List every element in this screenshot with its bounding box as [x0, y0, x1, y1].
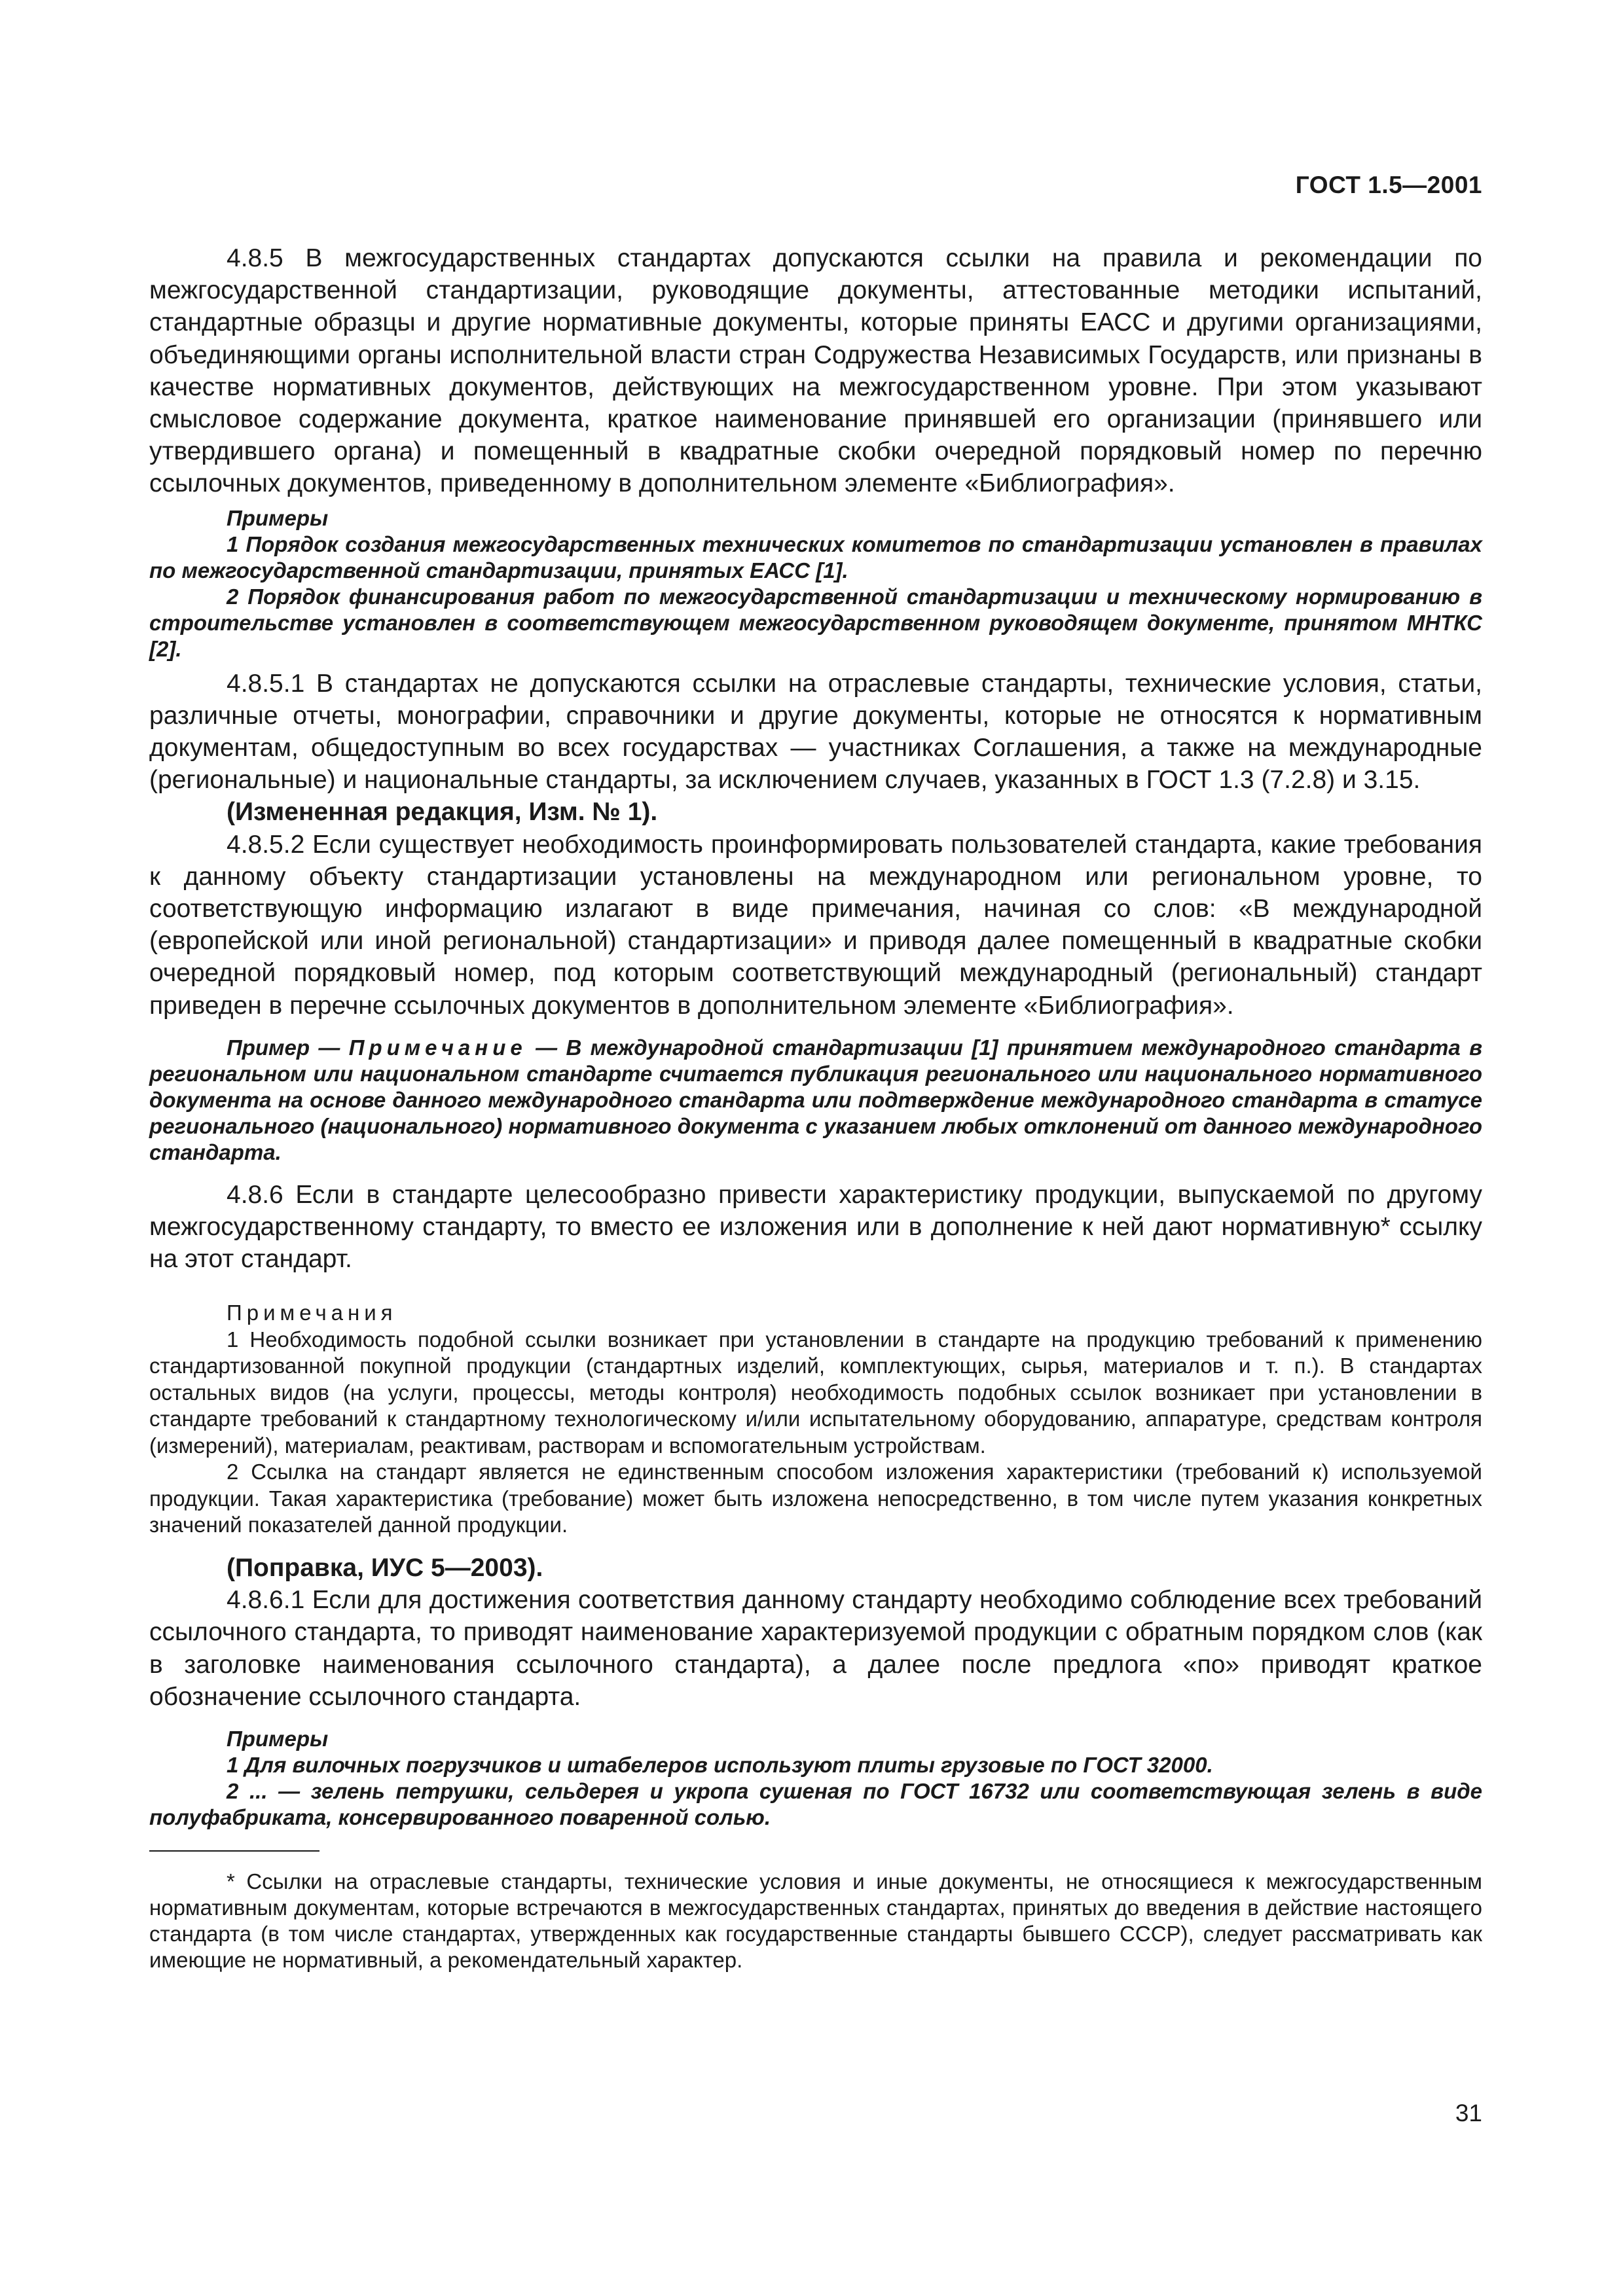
footnote: * Ссылки на отраслевые стандарты, технические условия и иные документы, не относящиеся к межгосударственным нормативным документам, которые встречаются в межгосударственных стандартах, принятых до введения в действие настоящего стандарта (в том числе стандартах, утвержденных как государственные стандарты бывшего СССР), следует рассматривать как имеющие не нормативный, а рекомендательный характер.: [149, 1869, 1482, 1972]
notes-heading: Примечания: [227, 1300, 397, 1325]
amendment-note-2: (Поправка, ИУС 5—2003).: [227, 1553, 543, 1582]
clause-4-8-5: 4.8.5 В межгосударственных стандартах допускаются ссылки на правила и рекомендации по межгосударственной стандартизации, руководящие документы, аттестованные методики испытаний, стандартные образцы и другие нормативные документы, которые приняты ЕАСС и другими организациями, объединяющими органы исполнительной власти стран Содружества Независимых Государств, или признаны в качестве нормативных документов, действующих на межгосударственном уровне. При этом указывают смысловое содержание документа, краткое наименование принявшей его организации (принявшего или утвердившего органа) и помещенный в квадратные скобки очередной порядковый номер по перечню ссылочных документов, приведенному в дополнительном элементе «Библиография».: [149, 244, 1482, 498]
examples-heading-2: Примеры: [227, 1726, 329, 1751]
example-note: [149, 1035, 1482, 1166]
clause-4-8-6: 4.8.6 Если в стандарте целесообразно привести характеристику продукции, выпускаемой по другому межгосударственному стандарту, то вместо ее изложения или в дополнение к ней дают нормативную* ссылку на этот стандарт.: [149, 1180, 1482, 1274]
clause-4-8-5-2: 4.8.5.2 Если существует необходимость проинформировать пользователей стандарта, какие требования к данному объекту стандартизации установлены на международном или региональном уровне, то соответствующую информацию излагают в виде примечания, начиная со слов: «В международной (европейской или иной региональной) стандартизации» и приводя далее помещенный в квадратные скобки очередной порядковый номер, под которым соответствующий международный (региональный) стандарт приведен в перечне ссылочных документов в дополнительном элементе «Библиография».: [149, 830, 1482, 1020]
document-body: [149, 242, 1482, 1973]
example-3-2: 2 ... — зелень петрушки, сельдерея и укропа сушеная по ГОСТ 16732 или соответствующая зелень в виде полуфабриката, консервированного поваренной солью.: [149, 1778, 1482, 1829]
example-note-word: Примечание: [348, 1035, 527, 1060]
clause-4-8-6-1: 4.8.6.1 Если для достижения соответствия данному стандарту необходимо соблюдение всех требований ссылочного стандарта, то приводят наименование характеризуемой продукции с обратным порядком слов (как в заголовке наименования ссылочного стандарта), а далее после предлога «по» приводят краткое обозначение ссылочного стандарта.: [149, 1586, 1482, 1711]
example-1: 1 Порядок создания межгосударственных технических комитетов по стандартизации установлен в правилах по межгосударственной стандартизации, принятых ЕАСС [1].: [149, 531, 1482, 583]
example-2: 2 Порядок финансирования работ по межгосударственной стандартизации и техническому нормированию в строительстве установлен в соответствующем межгосударственном руководящем документе, принятом МНТКС [2].: [149, 584, 1482, 661]
document-header: ГОСТ 1.5—2001: [1295, 171, 1482, 198]
footnote-divider: [149, 1850, 319, 1852]
note-1: 1 Необходимость подобной ссылки возникает при установлении в стандарте на продукцию требований к применению стандартизованной покупной продукции (стандартных изделий, комплектующих, сырья, материалов и т. п.). В стандартах остальных видов (на услуги, процессы, методы контроля) необходимость подобных ссылок возникает при установлении в стандарте требований к стандартному технологическому и/или испытательному оборудованию, аппаратуре, средствам контроля (измерений), материалам, реактивам, растворам и вспомогательным устройствам.: [149, 1327, 1482, 1458]
amendment-note-1: (Измененная редакция, Изм. № 1).: [227, 798, 658, 827]
page-number: 31: [1455, 2100, 1482, 2126]
clause-4-8-5-1: 4.8.5.1 В стандартах не допускаются ссылки на отраслевые стандарты, технические условия, статьи, различные отчеты, монографии, справочники и другие документы, которые не относятся к нормативным документам, общедоступным во всех государствах — участниках Соглашения, а также на международные (региональные) и национальные стандарты, за исключением случаев, указанных в ГОСТ 1.3 (7.2.8) и 3.15.: [149, 669, 1482, 795]
example-lead: Пример —: [227, 1035, 349, 1060]
example-note-text: — В международной стандартизации [1] принятием международного стандарта в региональном или национальном стандарте считается публикация регионального или национального нормативного документа на основе данного международного стандарта или подтверждение международного стандарта в статусе регионального (национального) нормативного документа с указанием любых отклонений от данного международного стандарта.: [149, 1035, 1483, 1164]
note-2: 2 Ссылка на стандарт является не единственным способом изложения характеристики (требований к) используемой продукции. Такая характеристика (требование) может быть изложена непосредственно, в том числе путем указания конкретных значений показателей данной продукции.: [149, 1460, 1482, 1537]
examples-heading: Примеры: [227, 505, 329, 530]
example-3-1: 1 Для вилочных погрузчиков и штабелеров используют плиты грузовые по ГОСТ 32000.: [227, 1752, 1213, 1777]
